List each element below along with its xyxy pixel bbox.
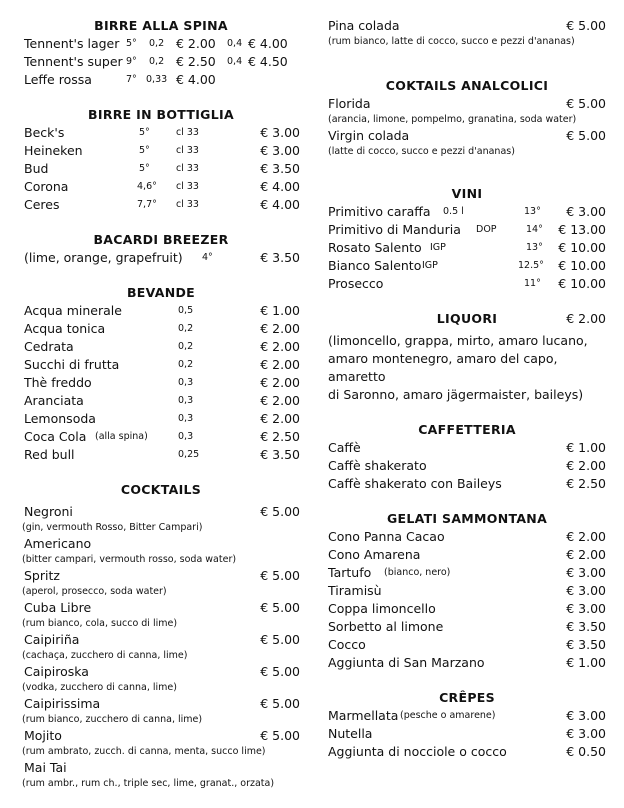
item-tag: IGP (422, 260, 438, 271)
menu-item-row (328, 600, 606, 618)
item-name: Aggiunta di San Marzano (328, 655, 485, 670)
item-volume: 0,2 (149, 38, 165, 49)
item-name: Caffè (328, 440, 361, 455)
item-name: Mai Tai (24, 760, 67, 775)
item-price: € 2.00 (566, 311, 606, 326)
item-abv: 5° (139, 127, 150, 138)
item-description: (arancia, limone, pompelmo, granatina, soda water) (328, 114, 577, 125)
item-abv: 11° (524, 278, 541, 289)
item-price: € 5.00 (566, 128, 606, 143)
item-name: Succhi di frutta (24, 357, 120, 372)
menu-item-row (328, 439, 606, 457)
item-price: € 3.50 (566, 619, 606, 634)
menu-item-row (22, 196, 300, 214)
item-name: Cono Panna Cacao (328, 529, 445, 544)
menu-item-row (22, 53, 300, 71)
menu-item-row (22, 410, 300, 428)
menu-item-row (22, 428, 300, 446)
menu-item-row (22, 535, 300, 553)
item-price: € 3.00 (566, 726, 606, 741)
menu-item-row (22, 160, 300, 178)
item-description: (rum ambr., rum ch., triple sec, lime, granat., orzata) (22, 778, 275, 789)
item-price: € 5.00 (260, 728, 300, 743)
menu-item-row (328, 475, 606, 493)
item-name: Bud (24, 161, 49, 176)
right-column (328, 0, 606, 761)
item-name: Negroni (24, 504, 73, 519)
item-name: Prosecco (328, 276, 384, 291)
item-volume: 0,2 (149, 56, 165, 67)
item-note: (alla spina) (95, 431, 148, 442)
section-bevande (22, 284, 300, 464)
item-name: Caffè shakerato con Baileys (328, 476, 502, 491)
item-description: (bitter campari, vermouth rosso, soda water) (22, 554, 237, 565)
item-price: € 4.00 (260, 179, 300, 194)
item-description: (cachaça, zucchero di canna, lime) (22, 650, 188, 661)
item-price: € 3.00 (260, 125, 300, 140)
item-name: Heineken (24, 143, 83, 158)
item-price: € 3.00 (566, 601, 606, 616)
item-volume: 0,3 (178, 377, 194, 388)
item-volume: 0,3 (178, 431, 194, 442)
section-title-birre-spina: BIRRE ALLA SPINA (94, 18, 228, 33)
item-description: (rum bianco, latte di cocco, succo e pezzi d'ananas) (328, 36, 575, 47)
item-price: € 5.00 (260, 632, 300, 647)
item-name: Caffè shakerato (328, 458, 427, 473)
menu-item-row (22, 446, 300, 464)
item-name: Beck's (24, 125, 65, 140)
item-name: Caipiroska (24, 664, 89, 679)
item-price: € 4.00 (176, 72, 216, 87)
item-description: (aperol, prosecco, soda water) (22, 586, 167, 597)
item-volume-large: 0,4 (227, 56, 243, 67)
menu-item-row (22, 356, 300, 374)
item-name: Sorbetto al limone (328, 619, 444, 634)
item-price: € 3.50 (260, 447, 300, 462)
item-abv: 5° (139, 163, 150, 174)
item-name: Acqua tonica (24, 321, 106, 336)
item-price: € 5.00 (260, 600, 300, 615)
item-volume: cl 33 (176, 127, 199, 138)
menu-item-row (22, 71, 300, 89)
menu-item-row (328, 239, 606, 257)
item-price: € 2.00 (260, 357, 300, 372)
item-name: Lemonsoda (24, 411, 96, 426)
item-price: € 2.00 (566, 529, 606, 544)
menu-item-row (22, 374, 300, 392)
menu-item-row (328, 636, 606, 654)
section-title-birre-bottiglia: BIRRE IN BOTTIGLIA (88, 107, 234, 122)
section-crepes (328, 689, 606, 761)
item-abv: 7,7° (137, 199, 157, 210)
item-name: Tennent's lager (24, 36, 120, 51)
item-price: € 5.00 (260, 504, 300, 519)
menu-item-row (328, 743, 606, 761)
menu-item-row (22, 567, 300, 585)
item-description: (gin, vermouth Rosso, Bitter Campari) (22, 522, 203, 533)
item-name: Cuba Libre (24, 600, 92, 615)
section-liquori (328, 310, 606, 404)
section-birre-bottiglia (22, 106, 300, 214)
item-price: € 2.50 (260, 429, 300, 444)
item-abv: 7° (126, 74, 137, 85)
section-title-cocktails: COCKTAILS (120, 482, 202, 497)
item-price: € 1.00 (260, 303, 300, 318)
section-title-crepes: CRÊPES (439, 690, 495, 705)
menu-item-row (22, 338, 300, 356)
item-name: Corona (24, 179, 69, 194)
section-title-bevande: BEVANDE (126, 285, 196, 300)
item-tag: IGP (430, 242, 446, 253)
item-name: Virgin colada (328, 128, 410, 143)
menu-item-row (328, 546, 606, 564)
item-price: € 2.00 (176, 36, 216, 51)
item-name: Aranciata (24, 393, 84, 408)
menu-item-row (22, 695, 300, 713)
menu-item-row (328, 95, 606, 113)
item-price: € 5.00 (260, 664, 300, 679)
item-abv: 4° (202, 252, 213, 263)
item-tag: DOP (476, 224, 497, 235)
item-volume: 0,5 (178, 305, 194, 316)
section-caffetteria (328, 421, 606, 493)
menu-item-row (328, 582, 606, 600)
item-abv: 13° (524, 206, 541, 217)
item-name: Pina colada (328, 18, 400, 33)
item-price: € 2.00 (260, 321, 300, 336)
menu-item-row (22, 759, 300, 777)
section-cocktails (22, 481, 300, 791)
item-price: € 13.00 (558, 222, 606, 237)
section-title-gelati: GELATI SAMMONTANA (386, 511, 548, 526)
section-title-bacardi: BACARDI BREEZER (93, 232, 229, 247)
item-price: € 2.00 (260, 411, 300, 426)
item-price: € 5.00 (260, 568, 300, 583)
menu-item-row (22, 35, 300, 53)
liquori-line: (limoncello, grappa, mirto, amaro lucano, (328, 333, 588, 348)
item-name: Cedrata (24, 339, 74, 354)
item-volume: 0,3 (178, 395, 194, 406)
section-title-vini: VINI (451, 186, 483, 201)
item-name: Americano (24, 536, 92, 551)
item-volume: cl 33 (176, 181, 199, 192)
item-description: (rum ambrato, zucch. di canna, menta, succo lime) (22, 746, 266, 757)
item-volume: 0,3 (178, 413, 194, 424)
item-name: Coca Cola (24, 429, 87, 444)
menu-item-row (328, 127, 606, 145)
item-tag: 0.5 l (443, 206, 464, 217)
item-name: Thè freddo (24, 375, 92, 390)
item-price: € 3.00 (566, 708, 606, 723)
item-price: € 1.00 (566, 655, 606, 670)
item-price: € 10.00 (558, 240, 606, 255)
menu-item-row (328, 707, 606, 725)
menu-item-row (328, 17, 606, 35)
item-abv: 9° (126, 56, 137, 67)
item-price: € 3.50 (566, 637, 606, 652)
item-abv: 4,6° (137, 181, 157, 192)
item-name: Tennent's super (24, 54, 123, 69)
item-description: (vodka, zucchero di canna, lime) (22, 682, 177, 693)
item-name: (lime, orange, grapefruit) (24, 250, 183, 265)
item-name: Primitivo caraffa (328, 204, 431, 219)
menu-item-row (22, 142, 300, 160)
menu-item-row (22, 392, 300, 410)
menu-item-row (22, 320, 300, 338)
menu-item-row (22, 663, 300, 681)
item-name: Primitivo di Manduria (328, 222, 461, 237)
item-name: Tartufo (328, 565, 372, 580)
item-name: Cocco (328, 637, 366, 652)
section-vini (328, 185, 606, 293)
section-bacardi (22, 231, 300, 267)
liquori-line: di Saronno, amaro jägermaister, baileys) (328, 387, 584, 402)
item-name: Tiramisù (328, 583, 382, 598)
item-name: Spritz (24, 568, 60, 583)
item-price: € 2.00 (566, 458, 606, 473)
item-note: (pesche o amarene) (400, 710, 496, 721)
item-price: € 2.00 (260, 375, 300, 390)
item-price: € 2.00 (260, 393, 300, 408)
item-price: € 0.50 (566, 744, 606, 759)
left-column (22, 0, 300, 791)
menu-item-row (328, 654, 606, 672)
item-name: Cono Amarena (328, 547, 421, 562)
item-price: € 3.00 (566, 565, 606, 580)
item-abv: 12.5° (518, 260, 544, 271)
section-title-caffetteria: CAFFETTERIA (418, 422, 516, 437)
item-name: Rosato Salento (328, 240, 422, 255)
item-description: (latte di cocco, succo e pezzi d'ananas) (328, 146, 515, 157)
item-volume: 0,33 (146, 74, 168, 85)
item-name: Acqua minerale (24, 303, 122, 318)
section-gelati (328, 510, 606, 672)
menu-item-row (22, 302, 300, 320)
menu-item-row (328, 203, 606, 221)
menu-item-row (22, 503, 300, 521)
item-abv: 5° (126, 38, 137, 49)
menu-item-row (328, 564, 606, 582)
section-birre-spina (22, 17, 300, 89)
item-price-large: € 4.00 (248, 36, 288, 51)
menu-item-row (22, 124, 300, 142)
item-name: Aggiunta di nocciole o cocco (328, 744, 507, 759)
menu-item-row (22, 178, 300, 196)
section-title-liquori: LIQUORI (436, 311, 498, 326)
item-volume: 0,25 (178, 449, 200, 460)
item-price: € 5.00 (566, 18, 606, 33)
item-volume: cl 33 (176, 199, 199, 210)
item-name: Caipirissima (24, 696, 101, 711)
item-volume: cl 33 (176, 163, 199, 174)
item-name: Ceres (24, 197, 60, 212)
item-price: € 3.50 (260, 161, 300, 176)
menu-item-row (328, 528, 606, 546)
item-price: € 2.00 (260, 339, 300, 354)
item-volume: 0,2 (178, 323, 194, 334)
item-note: (bianco, nero) (384, 567, 451, 578)
liquori-line: amaro montenegro, amaro del capo, amaretto (328, 351, 558, 384)
liquori-list (328, 332, 606, 404)
item-description: (rum bianco, zucchero di canna, lime) (22, 714, 203, 725)
item-price: € 4.00 (260, 197, 300, 212)
item-volume: 0,2 (178, 359, 194, 370)
menu-item-row (328, 457, 606, 475)
item-name: Red bull (24, 447, 75, 462)
item-price: € 10.00 (558, 276, 606, 291)
item-abv: 14° (526, 224, 543, 235)
item-price-large: € 4.50 (248, 54, 288, 69)
item-price: € 2.50 (176, 54, 216, 69)
menu-item-row (328, 618, 606, 636)
item-price: € 5.00 (566, 96, 606, 111)
menu-item-row (328, 725, 606, 743)
item-price: € 3.50 (260, 250, 300, 265)
item-price: € 5.00 (260, 696, 300, 711)
menu-item-row (22, 599, 300, 617)
section-analcolici (328, 77, 606, 159)
item-name: Florida (328, 96, 371, 111)
item-price: € 3.00 (260, 143, 300, 158)
item-volume-large: 0,4 (227, 38, 243, 49)
menu-item-row (22, 631, 300, 649)
menu-item-row (22, 727, 300, 745)
item-volume: cl 33 (176, 145, 199, 156)
item-price: € 2.50 (566, 476, 606, 491)
item-price: € 3.00 (566, 583, 606, 598)
item-name: Coppa limoncello (328, 601, 436, 616)
item-price: € 10.00 (558, 258, 606, 273)
item-description: (rum bianco, cola, succo di lime) (22, 618, 178, 629)
item-price: € 1.00 (566, 440, 606, 455)
item-abv: 13° (526, 242, 543, 253)
item-name: Leffe rossa (24, 72, 92, 87)
item-price: € 2.00 (566, 547, 606, 562)
item-volume: 0,2 (178, 341, 194, 352)
item-name: Nutella (328, 726, 373, 741)
item-name: Caipiriña (24, 632, 80, 647)
menu-item-row (328, 275, 606, 293)
item-price: € 3.00 (566, 204, 606, 219)
menu-item-row (328, 257, 606, 275)
section-title-analcolici: COKTAILS ANALCOLICI (385, 78, 549, 93)
item-name: Marmellata (328, 708, 399, 723)
item-name: Bianco Salento (328, 258, 422, 273)
menu-item-row (22, 249, 300, 267)
menu-item-row (328, 221, 606, 239)
item-abv: 5° (139, 145, 150, 156)
item-name: Mojito (24, 728, 62, 743)
section-header-row (328, 310, 606, 328)
section-pina-colada (328, 17, 606, 49)
